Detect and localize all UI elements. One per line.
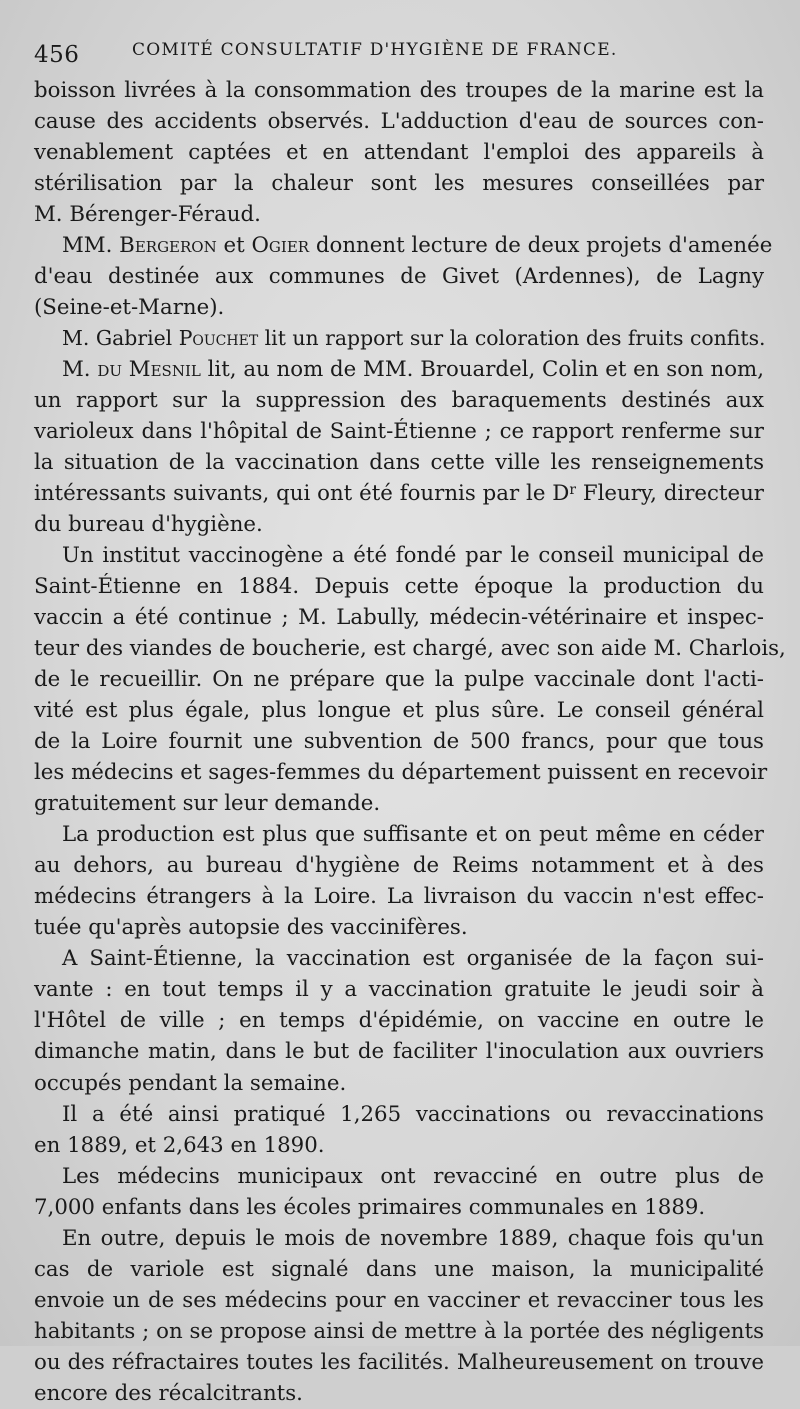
- text-segment: Fleury, directeur: [575, 481, 764, 507]
- text-line: en 1889, et 2,643 en 1890.: [34, 1132, 325, 1158]
- person-name: Pouchet: [178, 326, 259, 351]
- text-segment: lit, au nom de MM. Brouardel, Colin et en son nom,: [207, 357, 765, 383]
- text-line: Il a été ainsi pratiqué 1,265 vaccinations ou revaccinations: [62, 1101, 764, 1127]
- text-line: [34, 354, 764, 385]
- text-line: habitants ; on se propose ainsi de mettre à la portée des négligents: [34, 1318, 764, 1344]
- text-line: Un institut vaccinogène a été fondé par le conseil municipal de: [62, 543, 764, 569]
- text-segment: intéressants suivants, qui ont été fournis par le D: [34, 481, 570, 507]
- text-line: encore des récalcitrants.: [34, 1380, 303, 1406]
- text-line: au dehors, au bureau d'hygiène de Reims notamment et à des: [34, 853, 764, 879]
- text-line: de le recueillir. On ne prépare que la pulpe vaccinale dont l'acti-: [34, 667, 764, 693]
- text-line: M. Bérenger-Féraud.: [34, 202, 261, 228]
- text-line: Saint-Étienne en 1884. Depuis cette époque la production du: [34, 574, 764, 600]
- person-name: Ogier: [251, 233, 310, 259]
- text-line: la situation de la vaccination dans cette ville les renseignements: [34, 450, 764, 476]
- text-segment: et: [223, 233, 245, 259]
- text-line: médecins étrangers à la Loire. La livraison du vaccin n'est effec-: [34, 884, 764, 910]
- paragraph-2: [34, 230, 773, 323]
- text-segment: donnent lecture de deux projets d'amenée: [315, 233, 773, 259]
- text-line: boisson livrées à la consommation des troupes de la marine est la: [34, 78, 764, 103]
- text-line: [34, 478, 764, 509]
- text-line: d'eau destinée aux communes de Givet (Ardennes), de Lagny: [34, 264, 764, 290]
- text-line: venablement captées et en attendant l'emploi des appareils à: [34, 140, 764, 166]
- text-segment: M. Gabriel: [62, 326, 173, 351]
- text-line: de la Loire fournit une subvention de 500 francs, pour que tous: [34, 729, 764, 755]
- text-line: [34, 323, 764, 354]
- text-line: vante : en tout temps il y a vaccination gratuite le jeudi soir à: [34, 977, 764, 1003]
- page-header: [34, 38, 760, 78]
- text-segment: MM.: [62, 233, 113, 259]
- text-line: occupés pendant la semaine.: [34, 1070, 347, 1096]
- superscript: r: [569, 481, 576, 498]
- text-line: varioleux dans l'hôpital de Saint-Étienne ; ce rapport renferme sur: [34, 419, 764, 445]
- text-line: vité est plus égale, plus longue et plus sûre. Le conseil général: [34, 698, 764, 724]
- text-line: cas de variole est signalé dans une maison, la municipalité: [34, 1256, 764, 1282]
- paragraph-8: [34, 1099, 764, 1161]
- text-line: envoie un de ses médecins pour en vacciner et revacciner tous les: [34, 1287, 764, 1313]
- text-line: ou des réfractaires toutes les facilités. Malheureusement on trouve: [34, 1349, 764, 1375]
- text-line: l'Hôtel de ville ; en temps d'épidémie, on vaccine en outre le: [34, 1008, 764, 1034]
- person-name: du Mesnil: [97, 357, 201, 383]
- text-line: [34, 230, 773, 261]
- body-text: [34, 75, 786, 1409]
- paragraph-3: [34, 323, 764, 354]
- text-line: La production est plus que suffisante et on peut même en céder: [62, 822, 764, 848]
- paragraph-4: [34, 354, 764, 540]
- text-segment: M.: [62, 357, 91, 383]
- text-line: stérilisation par la chaleur sont les mesures conseillées par: [34, 171, 764, 197]
- text-line: les médecins et sages-femmes du département puissent en recevoir: [34, 760, 768, 786]
- text-line: cause des accidents observés. L'adduction d'eau de sources con-: [34, 109, 764, 135]
- paragraph-10: [34, 1223, 764, 1409]
- text-line: du bureau d'hygiène.: [34, 512, 263, 538]
- paragraph-7: [34, 943, 764, 1098]
- text-line: tuée qu'après autopsie des vaccinifères.: [34, 915, 468, 941]
- text-line: gratuitement sur leur demande.: [34, 791, 381, 817]
- text-line: A Saint-Étienne, la vaccination est organisée de la façon sui-: [62, 946, 764, 972]
- person-name: Bergeron: [119, 233, 217, 259]
- page-number: 456: [34, 42, 80, 68]
- paragraph-5: [34, 540, 786, 819]
- paragraph-1: [34, 75, 764, 230]
- text-line: teur des viandes de boucherie, est chargé, avec son aide M. Charlois,: [34, 636, 786, 662]
- text-line: un rapport sur la suppression des baraquements destinés aux: [34, 388, 764, 414]
- text-line: En outre, depuis le mois de novembre 1889, chaque fois qu'un: [62, 1225, 764, 1251]
- text-line: vaccin a été continue ; M. Labully, médecin-vétérinaire et inspec-: [34, 605, 764, 631]
- text-line: dimanche matin, dans le but de faciliter l'inoculation aux ouvriers: [34, 1039, 764, 1065]
- running-head: COMITÉ CONSULTATIF D'HYGIÈNE DE FRANCE.: [132, 40, 618, 60]
- paragraph-9: [34, 1161, 764, 1223]
- text-line: 7,000 enfants dans les écoles primaires communales en 1889.: [34, 1194, 706, 1220]
- text-line: (Seine-et-Marne).: [34, 295, 225, 321]
- paragraph-6: [34, 819, 764, 943]
- text-line: Les médecins municipaux ont revacciné en outre plus de: [62, 1163, 764, 1189]
- text-segment: lit un rapport sur la coloration des fruits confits.: [264, 326, 766, 351]
